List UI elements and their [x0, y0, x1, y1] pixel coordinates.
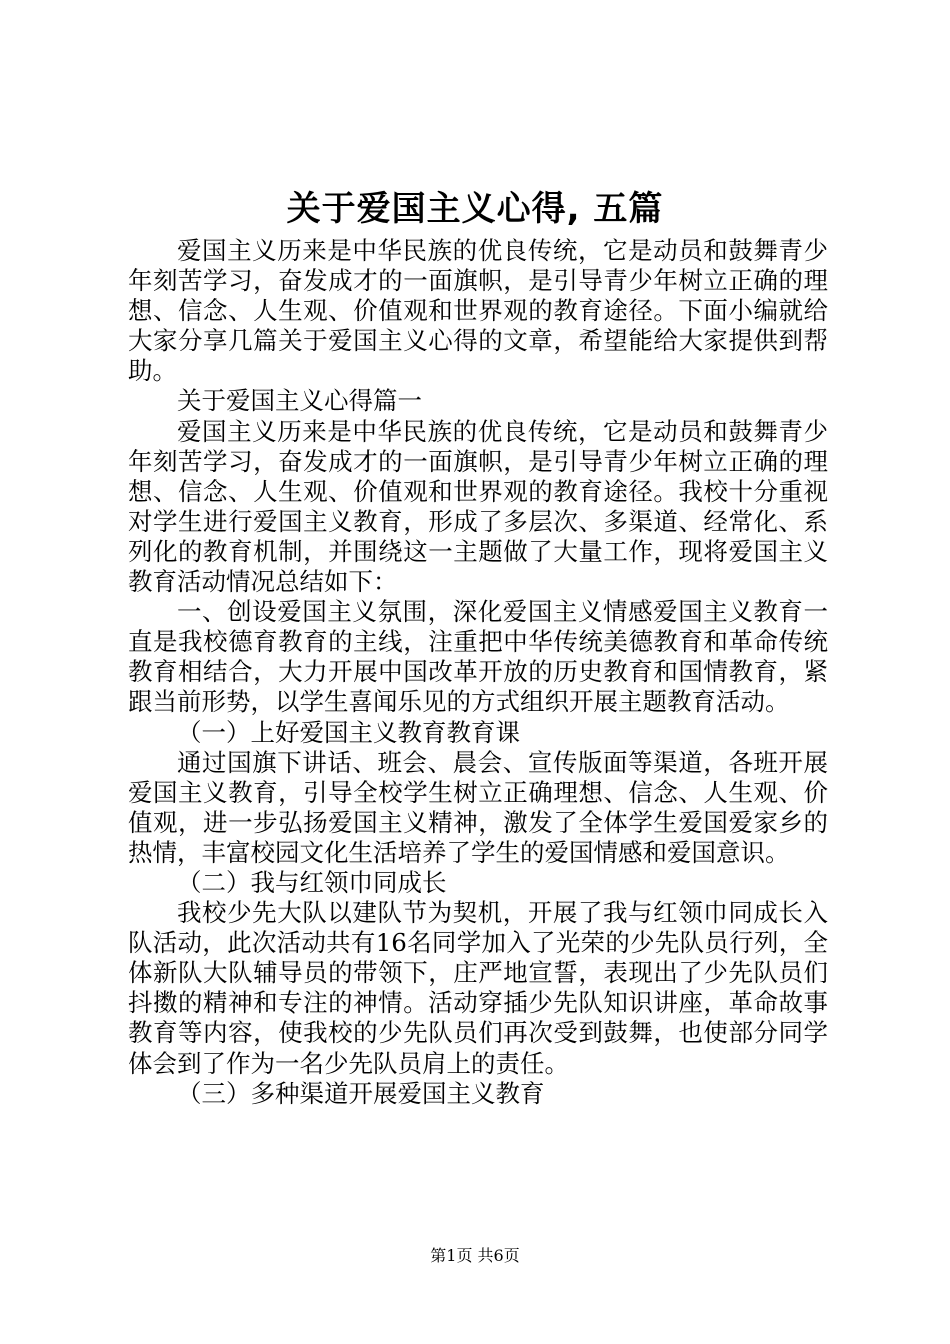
section-heading-part-one: 关于爱国主义心得篇一	[177, 386, 422, 416]
page-number-footer: 第1页 共6页	[430, 1246, 520, 1265]
body-paragraph: 爱国主义历来是中华民族的优良传统，它是动员和鼓舞青少年刻苦学习，奋发成才的一面旗帜，是引导青少年树立正确的理想、信念、人生观、价值观和世界观的教育途径。我校十分重视对学生进行爱国主义教育，形成了多层次、多渠道、经常化、系列化的教育机制，并围绕这一主题做了大量工作，现将爱国主义教育活动情况总结如下：	[128, 416, 828, 597]
subsection-heading-three: （三）多种渠道开展爱国主义教育	[177, 1078, 545, 1108]
document-body	[128, 236, 828, 1109]
body-paragraph: 我校少先大队以建队节为契机，开展了我与红领巾同成长入队活动，此次活动共有16名同学加入了光荣的少先队员行列，全体新队大队辅导员的带领下，庄严地宣誓，表现出了少先队员们抖擞的精神和专注的神情。活动穿插少先队知识讲座，革命故事教育等内容，使我校的少先队员们再次受到鼓舞，也使部分同学体会到了作为一名少先队员肩上的责任。	[128, 898, 828, 1078]
document-title: 关于爱国主义心得, 五篇	[286, 189, 664, 229]
subsection-heading-two: （二）我与红领巾同成长	[177, 867, 447, 897]
subsection-heading-one: （一）上好爱国主义教育教育课	[177, 717, 520, 747]
body-paragraph: 通过国旗下讲话、班会、晨会、宣传版面等渠道，各班开展爱国主义教育，引导全校学生树立正确理想、信念、人生观、价值观，进一步弘扬爱国主义精神，激发了全体学生爱国爱家乡的热情，丰富校园文化生活培养了学生的爱国情感和爱国意识。	[128, 747, 828, 867]
body-paragraph: 一、创设爱国主义氛围，深化爱国主义情感爱国主义教育一直是我校德育教育的主线，注重把中华传统美德教育和革命传统教育相结合，大力开展中国改革开放的历史教育和国情教育，紧跟当前形势，以学生喜闻乐见的方式组织开展主题教育活动。	[128, 597, 828, 717]
intro-paragraph: 爱国主义历来是中华民族的优良传统，它是动员和鼓舞青少年刻苦学习，奋发成才的一面旗帜，是引导青少年树立正确的理想、信念、人生观、价值观和世界观的教育途径。下面小编就给大家分享几篇关于爱国主义心得的文章，希望能给大家提供到帮助。	[128, 236, 828, 386]
